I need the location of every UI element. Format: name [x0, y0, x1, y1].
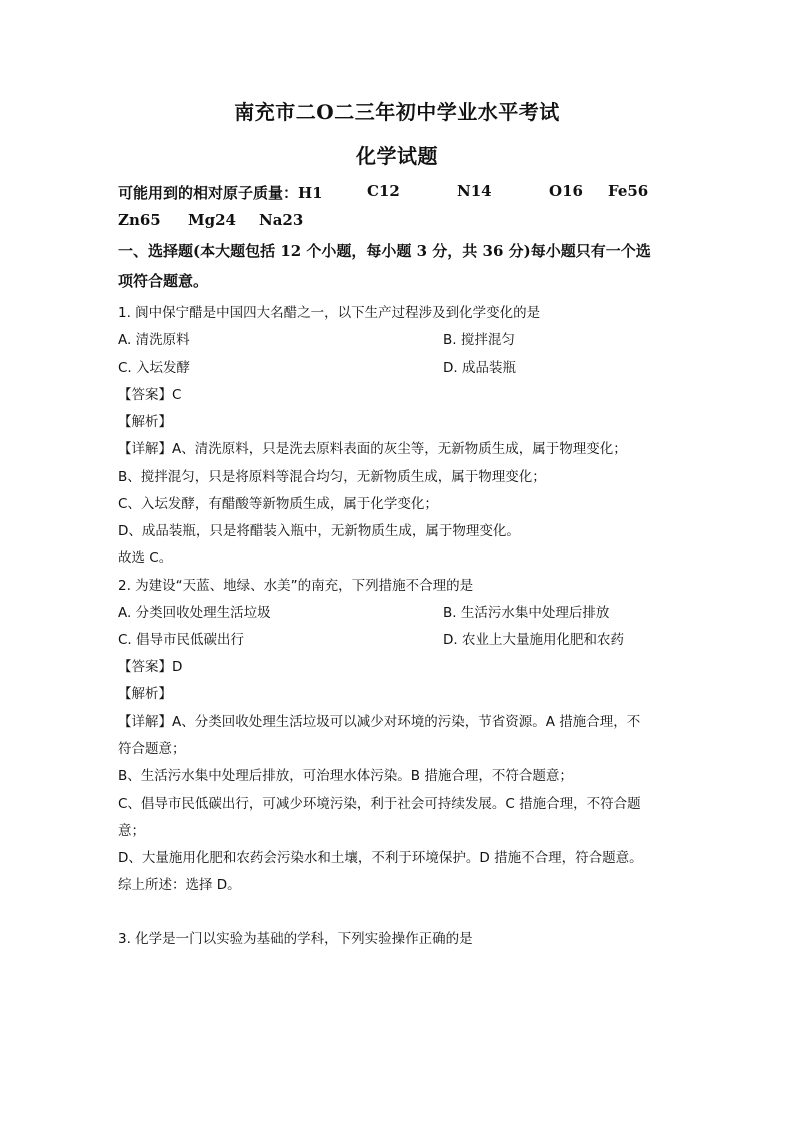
q2-option-d: D. 农业上大量施用化肥和农药: [443, 632, 624, 648]
q2-analysis-label: 【解析】: [118, 686, 172, 702]
q2-detail-b: B、生活污水集中处理后排放，可治理水体污染。B 措施合理，不符合题意；: [118, 768, 573, 784]
exam-subtitle: 化学试题: [356, 144, 438, 168]
q2-detail-a: 【详解】A、分类回收处理生活垃圾可以减少对环境的污染，节省资源。A 措施合理，不: [118, 714, 641, 730]
q2-option-b: B. 生活污水集中处理后排放: [443, 605, 610, 621]
atomic-mass-zn: Zn65: [118, 211, 161, 229]
q2-conclusion: 综上所述：选择 D。: [118, 877, 241, 893]
section-heading-line-2: 项符合题意。: [118, 272, 209, 290]
atomic-mass-fe: Fe56: [608, 182, 649, 200]
exam-title: 南充市二O二三年初中学业水平考试: [234, 100, 560, 124]
q2-detail-a-cont: 符合题意；: [118, 741, 186, 757]
q2-detail-c: C、倡导市民低碳出行，可减少环境污染，利于社会可持续发展。C 措施合理，不符合题: [118, 796, 641, 812]
q1-analysis-label: 【解析】: [118, 414, 172, 430]
q2-detail-c-cont: 意；: [118, 823, 145, 839]
q1-detail-b: B、搅拌混匀，只是将原料等混合均匀，无新物质生成，属于物理变化；: [118, 469, 546, 485]
q2-detail-d: D、大量施用化肥和农药会污染水和土壤，不利于环境保护。D 措施不合理，符合题意。: [118, 850, 643, 866]
q1-answer: 【答案】C: [118, 387, 182, 403]
q1-detail-c: C、入坛发酵，有醋酸等新物质生成，属于化学变化；: [118, 496, 438, 512]
q1-option-a: A. 清洗原料: [118, 332, 190, 348]
q1-option-c: C. 入坛发酵: [118, 360, 191, 376]
q1-option-d: D. 成品装瓶: [443, 360, 516, 376]
atomic-mass-label: 可能用到的相对原子质量：H1: [118, 184, 323, 202]
q2-option-c: C. 倡导市民低碳出行: [118, 632, 245, 648]
q1-option-b: B. 搅拌混匀: [443, 332, 515, 348]
q2-answer: 【答案】D: [118, 659, 183, 675]
q1-detail-d: D、成品装瓶，只是将醋装入瓶中，无新物质生成，属于物理变化。: [118, 523, 520, 539]
atomic-mass-n: N14: [457, 182, 492, 200]
q1-stem: 1. 阆中保宁醋是中国四大名醋之一，以下生产过程涉及到化学变化的是: [118, 305, 541, 321]
atomic-mass-c: C12: [367, 182, 400, 200]
q2-stem: 2. 为建设“天蓝、地绿、水美”的南充，下列措施不合理的是: [118, 578, 474, 594]
atomic-mass-mg: Mg24: [188, 211, 236, 229]
q3-stem: 3. 化学是一门以实验为基础的学科，下列实验操作正确的是: [118, 931, 473, 947]
q2-option-a: A. 分类回收处理生活垃圾: [118, 605, 271, 621]
atomic-mass-na: Na23: [259, 211, 304, 229]
q1-conclusion: 故选 C。: [118, 550, 173, 566]
atomic-mass-o: O16: [549, 182, 583, 200]
section-heading-line-1: 一、选择题(本大题包括 12 个小题，每小题 3 分，共 36 分)每小题只有一个选: [118, 242, 651, 260]
q1-detail-a: 【详解】A、清洗原料，只是洗去原料表面的灰尘等，无新物质生成，属于物理变化；: [118, 441, 627, 457]
